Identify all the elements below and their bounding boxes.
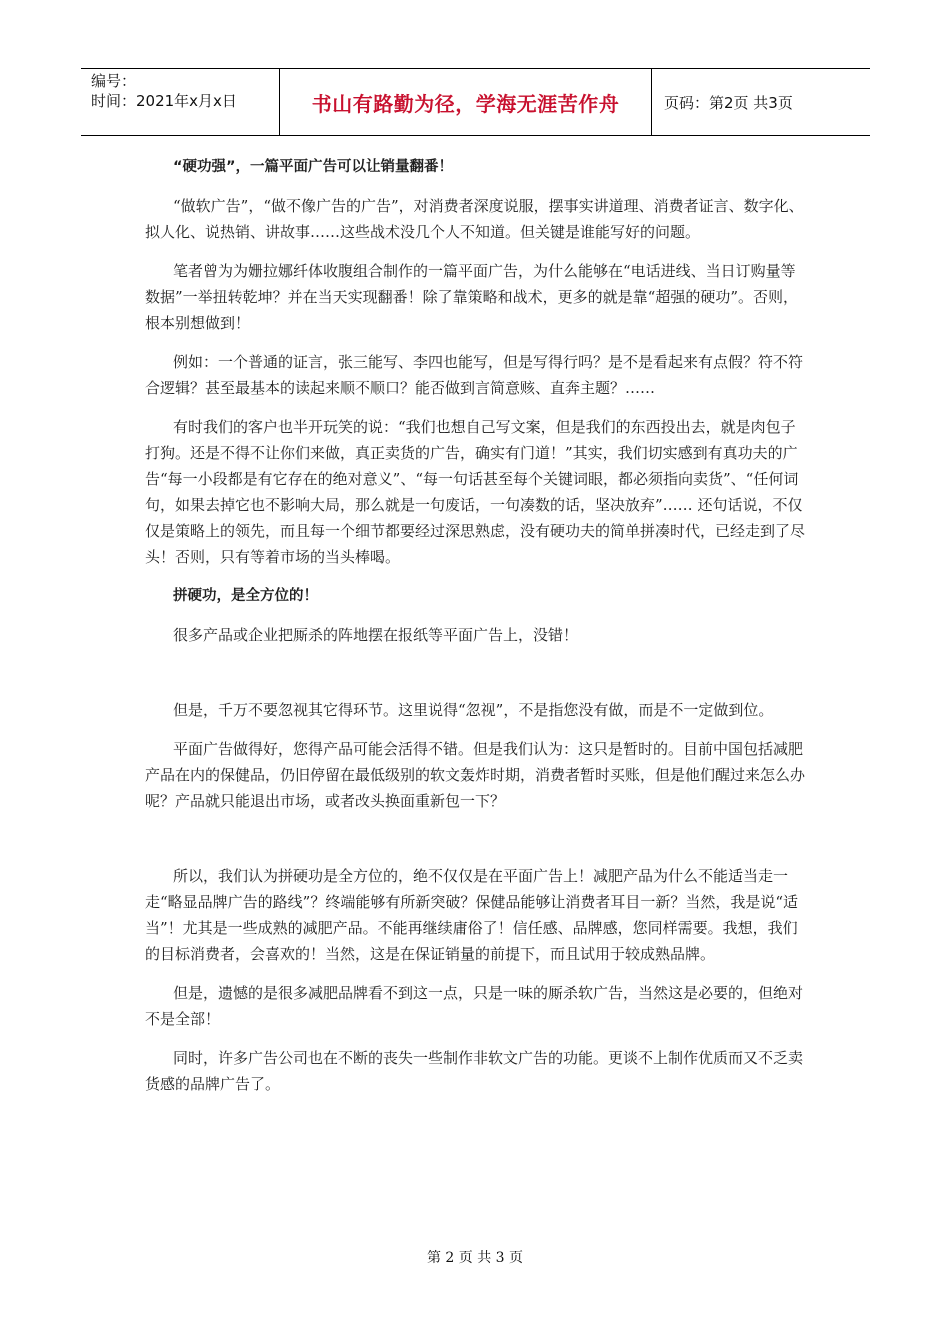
header-meta xyxy=(81,69,280,135)
page-footer: 第 2 页 共 3 页 xyxy=(426,1250,524,1266)
body-paragraph: 但是，遗憾的是很多减肥品牌看不到这一点，只是一味的厮杀软广告，当然这是必要的，但绝对不是全部！ xyxy=(145,984,804,1028)
document-date: 时间：2021年x月x日 xyxy=(91,92,237,110)
body-paragraph: 有时我们的客户也半开玩笑的说：“我们也想自己写文案，但是我们的东西投出去，就是肉包子打狗。还是不得不让你们来做，真正卖货的广告，确实有门道！”其实，我们切实感到有真功夫的广告“每一小段都是有它存在的绝对意义”、“每一句话甚至每个关键词眼，都必须指向卖货”、“任何词句，如果去掉它也不影响大局，那么就是一句废话，一句凑数的话，坚决放弃”…… 还句话说，不仅仅是策略上的领先，而且每一个细节都要经过深思熟虑，没有硬功夫的简单拼凑时代，已经走到了尽头！否则，只有等着市场的当头棒喝。 xyxy=(145,418,806,566)
section-heading: “硬功强”，一篇平面广告可以让销量翻番！ xyxy=(173,159,454,175)
document-body xyxy=(145,154,805,1110)
body-paragraph: 同时，许多广告公司也在不断的丧失一些制作非软文广告的功能。更谈不上制作优质而又不乏卖货感的品牌广告了。 xyxy=(145,1049,804,1093)
body-paragraph: 很多产品或企业把厮杀的阵地摆在报纸等平面广告上，没错！ xyxy=(173,626,579,644)
body-paragraph: 平面广告做得好，您得产品可能会活得不错。但是我们认为：这只是暂时的。目前中国包括减肥产品在内的保健品，仍旧停留在最低级别的软文轰炸时期，消费者暂时买账，但是他们醒过来怎么办呢？产品就只能退出市场，或者改头换面重新包一下？ xyxy=(145,740,806,810)
paragraph-spacer xyxy=(145,661,805,697)
body-paragraph: 笔者曾为为姗拉娜纤体收腹组合制作的一篇平面广告，为什么能够在“电话进线、当日订购量等数据”一举扭转乾坤？并在当天实现翻番！除了靠策略和战术，更多的就是靠“超强的硬功”。否则，根本别想做到！ xyxy=(145,262,799,332)
paragraph-spacer xyxy=(145,827,805,863)
section-heading: 拼硬功，是全方位的！ xyxy=(173,588,318,604)
body-paragraph: 但是，千万不要忽视其它得环节。这里说得“忽视”，不是指您没有做，而是不一定做到位。 xyxy=(173,701,774,719)
document-header xyxy=(81,68,870,136)
header-motto: 书山有路勤为径，学海无涯苦作舟 xyxy=(280,69,652,135)
body-paragraph: 例如：一个普通的证言，张三能写、李四也能写，但是写得行吗？是不是看起来有点假？符不符合逻辑？甚至最基本的读起来顺不顺口？能否做到言简意赅、直奔主题？…… xyxy=(145,353,804,397)
header-page-number: 页码：第2页 共3页 xyxy=(664,93,793,112)
body-paragraph: “做软广告”，“做不像广告的广告”，对消费者深度说服，摆事实讲道理、消费者证言、数字化、拟人化、说热销、讲故事……这些战术没几个人不知道。但关键是谁能写好的问题。 xyxy=(145,197,804,241)
body-paragraph: 所以，我们认为拼硬功是全方位的，绝不仅仅是在平面广告上！减肥产品为什么不能适当走一走“略显品牌广告的路线”？终端能够有所新突破？保健品能够让消费者耳目一新？当然，我是说“适当”！尤其是一些成熟的减肥产品。不能再继续庸俗了！信任感、品牌感，您同样需要。我想，我们的目标消费者，会喜欢的！当然，这是在保证销量的前提下，而且试用于较成熟品牌。 xyxy=(145,867,799,963)
document-number: 编号： xyxy=(91,72,137,90)
